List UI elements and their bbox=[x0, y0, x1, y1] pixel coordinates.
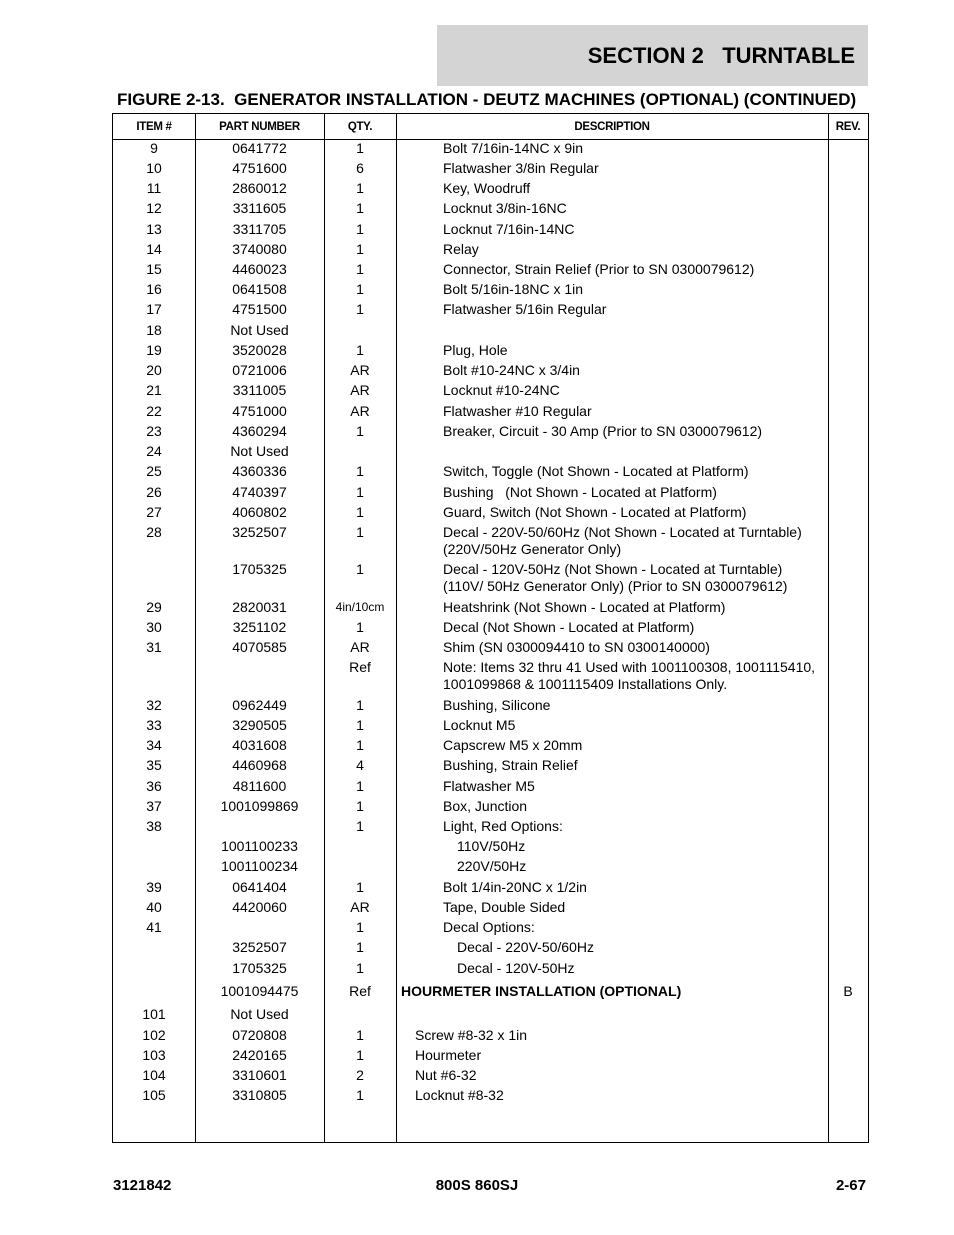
part-number-cell: 0721006 bbox=[232, 362, 287, 379]
part-number-cell: 1001100233 bbox=[221, 838, 298, 855]
part-number-cell: 0641772 bbox=[232, 139, 287, 156]
description-cell: Flatwasher #10 Regular bbox=[443, 402, 592, 419]
quantity-cell: 1 bbox=[356, 281, 364, 298]
quantity-cell: 1 bbox=[356, 503, 364, 520]
item-number-cell: 11 bbox=[146, 180, 162, 197]
item-number-cell: 23 bbox=[146, 422, 162, 439]
part-number-cell: 4751600 bbox=[232, 159, 287, 176]
revision-cell bbox=[828, 340, 868, 343]
item-number-cell bbox=[113, 981, 195, 984]
revision-cell bbox=[828, 658, 868, 661]
item-number-cell: 28 bbox=[146, 524, 162, 541]
quantity-cell: 2 bbox=[356, 1067, 364, 1084]
item-number-cell: 30 bbox=[146, 618, 162, 635]
quantity-cell: AR bbox=[350, 382, 370, 399]
part-number-cell bbox=[195, 658, 324, 661]
item-number-cell: 41 bbox=[146, 919, 162, 936]
quantity-cell: 1 bbox=[356, 180, 364, 197]
table-row bbox=[113, 138, 868, 158]
table-row bbox=[113, 300, 868, 320]
revision-cell bbox=[828, 381, 868, 384]
revision-cell bbox=[828, 522, 868, 525]
part-number-cell: 3251102 bbox=[232, 618, 287, 635]
description-cell: Decal (Not Shown - Located at Platform) bbox=[443, 618, 695, 635]
quantity-cell: 1 bbox=[356, 878, 364, 895]
quantity-cell: 4 bbox=[356, 757, 364, 774]
part-number-cell bbox=[195, 918, 324, 921]
part-number-cell: 4360294 bbox=[232, 422, 287, 439]
column-header-description: DESCRIPTION bbox=[574, 120, 650, 133]
revision-cell bbox=[828, 695, 868, 698]
description-cell: Flatwasher 3/8in Regular bbox=[443, 159, 599, 176]
description-cell: Flatwasher 5/16in Regular bbox=[443, 301, 607, 318]
table-row bbox=[113, 239, 868, 259]
revision-cell bbox=[828, 401, 868, 404]
item-number-cell: 15 bbox=[146, 261, 162, 277]
quantity-cell: 1 bbox=[356, 797, 364, 814]
description-cell: Guard, Switch (Not Shown - Located at Platform) bbox=[443, 503, 747, 520]
table-row bbox=[113, 695, 868, 715]
table-row bbox=[113, 199, 868, 219]
table-row bbox=[113, 442, 868, 462]
quantity-cell: 1 bbox=[356, 422, 364, 439]
description-cell bbox=[396, 320, 828, 323]
description-cell: 110V/50Hz bbox=[457, 838, 526, 855]
revision-cell bbox=[828, 1045, 868, 1048]
description-cell: Relay bbox=[443, 240, 479, 257]
description-cell: Flatwasher M5 bbox=[443, 777, 535, 794]
revision-cell bbox=[828, 617, 868, 620]
description-cell: Hourmeter bbox=[415, 1046, 482, 1063]
part-number-cell: Not Used bbox=[230, 1006, 289, 1023]
item-number-cell: 35 bbox=[146, 757, 162, 774]
part-number-cell: 3520028 bbox=[232, 341, 287, 358]
part-number-cell: 1705325 bbox=[232, 959, 287, 976]
table-row bbox=[113, 320, 868, 340]
table-row bbox=[113, 421, 868, 441]
table-row bbox=[113, 1005, 868, 1025]
item-number-cell: 22 bbox=[146, 402, 162, 419]
description-cell: Decal - 120V-50Hz (Not Shown - Located at Turntable) (110V/ 50Hz Generator Only) (Prior to SN 0300079612) bbox=[443, 561, 788, 595]
description-cell: Tape, Double Sided bbox=[443, 898, 566, 915]
table-row bbox=[113, 560, 868, 597]
table-row bbox=[113, 1086, 868, 1106]
figure-title: FIGURE 2-13. GENERATOR INSTALLATION - DEUTZ MACHINES (OPTIONAL) (CONTINUED) bbox=[117, 90, 857, 109]
revision-cell bbox=[828, 502, 868, 505]
page-number: 2-67 bbox=[835, 1177, 866, 1194]
description-cell: Note: Items 32 thru 41 Used with 1001100308, 1001115410, 1001099868 & 1001115409 Installations Only. bbox=[443, 659, 816, 693]
part-number-cell: 4460023 bbox=[232, 261, 287, 277]
part-number-cell: 1001100234 bbox=[221, 858, 298, 875]
item-number-cell: 33 bbox=[146, 716, 162, 733]
item-number-cell: 12 bbox=[146, 200, 162, 217]
revision-cell bbox=[828, 796, 868, 799]
description-cell: Locknut M5 bbox=[443, 716, 516, 733]
quantity-cell: 1 bbox=[356, 777, 364, 794]
quantity-cell: 1 bbox=[356, 301, 364, 318]
part-number-cell: 0720808 bbox=[232, 1026, 287, 1043]
quantity-cell: 1 bbox=[356, 1087, 364, 1104]
revision-cell bbox=[828, 361, 868, 364]
revision-cell bbox=[828, 320, 868, 323]
description-cell: Breaker, Circuit - 30 Amp (Prior to SN 0300079612) bbox=[443, 422, 763, 439]
quantity-cell bbox=[324, 857, 396, 860]
description-cell: Locknut 3/8in-16NC bbox=[443, 200, 567, 217]
quantity-cell: AR bbox=[350, 898, 370, 915]
description-cell: Locknut #8-32 bbox=[415, 1087, 504, 1104]
table-row bbox=[113, 715, 868, 735]
description-cell: Box, Junction bbox=[443, 797, 528, 814]
part-number-cell: 3740080 bbox=[232, 240, 287, 257]
revision-cell bbox=[828, 637, 868, 640]
item-number-cell bbox=[113, 938, 195, 941]
revision-cell bbox=[828, 239, 868, 242]
column-divider bbox=[195, 114, 196, 1142]
item-number-cell: 40 bbox=[146, 898, 162, 915]
part-number-cell: 2860012 bbox=[232, 180, 287, 197]
revision-cell bbox=[828, 1086, 868, 1089]
part-number-cell: 4060802 bbox=[232, 503, 287, 520]
quantity-cell: Ref bbox=[349, 659, 371, 676]
column-header-item: ITEM # bbox=[136, 120, 172, 133]
column-header-quantity: QTY. bbox=[347, 120, 373, 133]
description-cell: Switch, Toggle (Not Shown - Located at Platform) bbox=[443, 463, 749, 480]
table-row bbox=[113, 1066, 868, 1086]
table-row bbox=[113, 735, 868, 755]
part-number-cell: 1001099869 bbox=[220, 797, 299, 814]
table-body bbox=[113, 138, 868, 1106]
item-number-cell: 16 bbox=[146, 281, 162, 298]
revision-cell bbox=[828, 560, 868, 563]
column-header-revision: REV. bbox=[835, 120, 861, 133]
revision-cell bbox=[828, 1005, 868, 1008]
item-number-cell: 27 bbox=[146, 503, 162, 520]
table-header bbox=[113, 114, 868, 140]
section-header bbox=[437, 25, 868, 86]
revision-cell bbox=[828, 816, 868, 819]
quantity-cell: AR bbox=[350, 362, 370, 379]
revision-cell bbox=[828, 138, 868, 141]
column-header-part-number: PART NUMBER bbox=[219, 120, 300, 133]
table-row bbox=[113, 776, 868, 796]
table-row bbox=[113, 857, 868, 877]
quantity-cell: 1 bbox=[356, 959, 364, 976]
description-cell: Decal - 120V-50Hz bbox=[457, 959, 575, 976]
part-number-cell: 4031608 bbox=[232, 737, 287, 754]
part-number-cell: 2820031 bbox=[232, 598, 287, 615]
table-row bbox=[113, 462, 868, 482]
table-row bbox=[113, 796, 868, 816]
part-number-cell: Not Used bbox=[230, 443, 289, 460]
table-row bbox=[113, 280, 868, 300]
description-cell: Connector, Strain Relief (Prior to SN 0300079612) bbox=[443, 261, 755, 277]
quantity-cell: 1 bbox=[356, 618, 364, 635]
table-row bbox=[113, 219, 868, 239]
table-row bbox=[113, 1025, 868, 1045]
part-number-cell: 4360336 bbox=[232, 463, 287, 480]
description-cell: Bushing, Silicone bbox=[443, 696, 551, 713]
quantity-cell bbox=[324, 442, 396, 445]
item-number-cell: 102 bbox=[142, 1026, 166, 1043]
description-cell: Key, Woodruff bbox=[443, 180, 531, 197]
part-number-cell: 3252507 bbox=[232, 524, 287, 541]
table-row bbox=[113, 918, 868, 938]
table-row bbox=[113, 178, 868, 198]
description-cell: Nut #6-32 bbox=[415, 1067, 477, 1084]
table-row bbox=[113, 597, 868, 617]
table-row bbox=[113, 981, 868, 1001]
item-number-cell bbox=[113, 560, 195, 563]
quantity-cell: AR bbox=[350, 402, 370, 419]
quantity-cell: 1 bbox=[356, 139, 364, 156]
quantity-cell: AR bbox=[350, 639, 370, 656]
item-number-cell bbox=[113, 658, 195, 661]
table-row bbox=[113, 1045, 868, 1065]
quantity-cell: 1 bbox=[356, 341, 364, 358]
description-cell: Bolt 1/4in-20NC x 1/2in bbox=[443, 878, 587, 895]
revision-cell bbox=[828, 938, 868, 941]
revision-cell bbox=[828, 300, 868, 303]
quantity-cell: 1 bbox=[356, 919, 364, 936]
item-number-cell: 104 bbox=[142, 1067, 166, 1084]
table-row bbox=[113, 401, 868, 421]
description-cell: Decal - 220V-50/60Hz bbox=[457, 939, 594, 956]
quantity-cell: 6 bbox=[356, 159, 364, 176]
revision-cell bbox=[828, 178, 868, 181]
part-number-cell: 3310805 bbox=[232, 1087, 287, 1104]
table-row bbox=[113, 502, 868, 522]
table-row bbox=[113, 482, 868, 502]
description-cell: Plug, Hole bbox=[443, 341, 508, 358]
quantity-cell: 1 bbox=[356, 818, 364, 834]
item-number-cell bbox=[113, 857, 195, 860]
quantity-cell: 1 bbox=[356, 1026, 364, 1043]
part-number-cell: 4751500 bbox=[232, 301, 287, 318]
description-cell: Locknut #10-24NC bbox=[443, 382, 560, 399]
item-number-cell: 26 bbox=[146, 483, 162, 500]
description-cell: Light, Red Options: bbox=[443, 818, 563, 834]
revision-cell bbox=[828, 280, 868, 283]
description-cell: Bushing (Not Shown - Located at Platform) bbox=[443, 483, 717, 500]
table-row bbox=[113, 958, 868, 978]
description-cell: Bolt 5/16in-18NC x 1in bbox=[443, 281, 584, 298]
item-number-cell: 21 bbox=[146, 382, 162, 399]
quantity-cell: 1 bbox=[356, 939, 364, 956]
part-number-cell: 1705325 bbox=[232, 561, 287, 578]
revision-cell bbox=[828, 482, 868, 485]
part-number-cell: Not Used bbox=[230, 321, 289, 338]
part-number-cell: 3290505 bbox=[232, 716, 287, 733]
table-row bbox=[113, 938, 868, 958]
description-cell bbox=[396, 442, 828, 445]
item-number-cell: 37 bbox=[146, 797, 162, 814]
column-divider bbox=[396, 114, 397, 1142]
part-number-cell: 4740397 bbox=[232, 483, 287, 500]
column-divider bbox=[324, 114, 325, 1142]
quantity-cell: 4in/10cm bbox=[335, 599, 385, 614]
revision-cell bbox=[828, 199, 868, 202]
column-divider bbox=[828, 114, 829, 1142]
revision-cell bbox=[828, 421, 868, 424]
revision-cell bbox=[828, 958, 868, 961]
part-number-cell: 3310601 bbox=[232, 1067, 287, 1084]
quantity-cell: 1 bbox=[356, 696, 364, 713]
revision-cell bbox=[828, 597, 868, 600]
table-row bbox=[113, 340, 868, 360]
item-number-cell: 10 bbox=[146, 159, 162, 176]
revision-cell bbox=[828, 442, 868, 445]
parts-table bbox=[112, 113, 869, 1143]
quantity-cell: 1 bbox=[356, 483, 364, 500]
revision-cell bbox=[828, 756, 868, 759]
quantity-cell: 1 bbox=[356, 524, 364, 541]
revision-cell bbox=[828, 897, 868, 900]
item-number-cell: 9 bbox=[150, 139, 158, 156]
revision-cell bbox=[828, 735, 868, 738]
quantity-cell: 1 bbox=[356, 716, 364, 733]
part-number-cell: 3252507 bbox=[232, 939, 287, 956]
quantity-cell: 1 bbox=[356, 240, 364, 257]
quantity-cell: Ref bbox=[349, 983, 371, 1000]
item-number-cell: 25 bbox=[146, 463, 162, 480]
part-number-cell: 3311605 bbox=[232, 200, 287, 217]
description-cell: Decal Options: bbox=[443, 919, 535, 936]
part-number-cell: 3311005 bbox=[232, 382, 287, 399]
part-number-cell: 0962449 bbox=[232, 696, 287, 713]
table-row bbox=[113, 756, 868, 776]
description-cell: Screw #8-32 x 1in bbox=[415, 1026, 528, 1043]
description-cell bbox=[396, 1005, 828, 1008]
quantity-cell: 1 bbox=[356, 1046, 364, 1063]
item-number-cell: 36 bbox=[146, 777, 162, 794]
description-cell: HOURMETER INSTALLATION (OPTIONAL) bbox=[401, 983, 682, 1000]
part-number-cell bbox=[195, 816, 324, 819]
quantity-cell bbox=[324, 320, 396, 323]
table-row bbox=[113, 837, 868, 857]
revision-cell: B bbox=[843, 983, 853, 1000]
document-number: 3121842 bbox=[113, 1177, 172, 1194]
description-cell: Shim (SN 0300094410 to SN 0300140000) bbox=[443, 639, 710, 656]
quantity-cell: 1 bbox=[356, 561, 364, 578]
table-row bbox=[113, 361, 868, 381]
table-row bbox=[113, 658, 868, 695]
item-number-cell bbox=[113, 958, 195, 961]
revision-cell bbox=[828, 715, 868, 718]
table-row bbox=[113, 637, 868, 657]
table-row bbox=[113, 259, 868, 279]
quantity-cell: 1 bbox=[356, 200, 364, 217]
table-row bbox=[113, 158, 868, 178]
table-row bbox=[113, 617, 868, 637]
part-number-cell: 0641404 bbox=[232, 878, 287, 895]
revision-cell bbox=[828, 462, 868, 465]
revision-cell bbox=[828, 877, 868, 880]
description-cell: Bolt 7/16in-14NC x 9in bbox=[443, 139, 584, 156]
description-cell: Capscrew M5 x 20mm bbox=[443, 737, 583, 754]
item-number-cell: 103 bbox=[142, 1046, 166, 1063]
table-row bbox=[113, 877, 868, 897]
section-title: SECTION 2 TURNTABLE bbox=[587, 43, 855, 68]
revision-cell bbox=[828, 259, 868, 262]
table-row bbox=[113, 522, 868, 559]
description-cell: Heatshrink (Not Shown - Located at Platform) bbox=[443, 598, 726, 615]
part-number-cell: 3311705 bbox=[232, 220, 287, 237]
quantity-cell: 1 bbox=[356, 737, 364, 754]
item-number-cell: 18 bbox=[146, 321, 162, 338]
item-number-cell: 39 bbox=[146, 878, 162, 895]
item-number-cell: 29 bbox=[146, 598, 162, 615]
item-number-cell: 101 bbox=[142, 1006, 166, 1023]
item-number-cell: 105 bbox=[142, 1087, 166, 1104]
revision-cell bbox=[828, 837, 868, 840]
item-number-cell: 17 bbox=[146, 301, 162, 318]
revision-cell bbox=[828, 918, 868, 921]
item-number-cell: 20 bbox=[146, 362, 162, 379]
part-number-cell: 4070585 bbox=[232, 639, 287, 656]
model-name: 800S 860SJ bbox=[435, 1177, 519, 1194]
description-cell: Bolt #10-24NC x 3/4in bbox=[443, 362, 580, 379]
quantity-cell bbox=[324, 1005, 396, 1008]
revision-cell bbox=[828, 158, 868, 161]
table-row bbox=[113, 381, 868, 401]
quantity-cell: 1 bbox=[356, 261, 364, 277]
revision-cell bbox=[828, 776, 868, 779]
part-number-cell: 4460968 bbox=[232, 757, 287, 774]
description-cell: Decal - 220V-50/60Hz (Not Shown - Located at Turntable) (220V/50Hz Generator Only) bbox=[443, 524, 802, 558]
revision-cell bbox=[828, 857, 868, 860]
part-number-cell: 0641508 bbox=[232, 281, 287, 298]
revision-cell bbox=[828, 1066, 868, 1069]
part-number-cell: 4420060 bbox=[232, 898, 287, 915]
description-cell: Bushing, Strain Relief bbox=[443, 757, 578, 774]
item-number-cell bbox=[113, 837, 195, 840]
quantity-cell: 1 bbox=[356, 463, 364, 480]
table-row bbox=[113, 897, 868, 917]
item-number-cell: 34 bbox=[146, 737, 162, 754]
item-number-cell: 31 bbox=[146, 639, 162, 656]
item-number-cell: 32 bbox=[146, 696, 162, 713]
part-number-cell: 2420165 bbox=[232, 1046, 287, 1063]
table-row bbox=[113, 816, 868, 836]
part-number-cell: 4811600 bbox=[232, 777, 287, 794]
description-cell: Locknut 7/16in-14NC bbox=[443, 220, 575, 237]
revision-cell bbox=[828, 1025, 868, 1028]
description-cell: 220V/50Hz bbox=[457, 858, 527, 875]
part-number-cell: 1001094475 bbox=[220, 983, 299, 1000]
item-number-cell: 14 bbox=[146, 240, 162, 257]
item-number-cell: 19 bbox=[146, 341, 162, 358]
item-number-cell: 24 bbox=[146, 443, 162, 460]
part-number-cell: 4751000 bbox=[232, 402, 287, 419]
quantity-cell: 1 bbox=[356, 220, 364, 237]
quantity-cell bbox=[324, 837, 396, 840]
item-number-cell: 38 bbox=[146, 818, 162, 834]
revision-cell bbox=[828, 219, 868, 222]
item-number-cell: 13 bbox=[146, 220, 162, 237]
